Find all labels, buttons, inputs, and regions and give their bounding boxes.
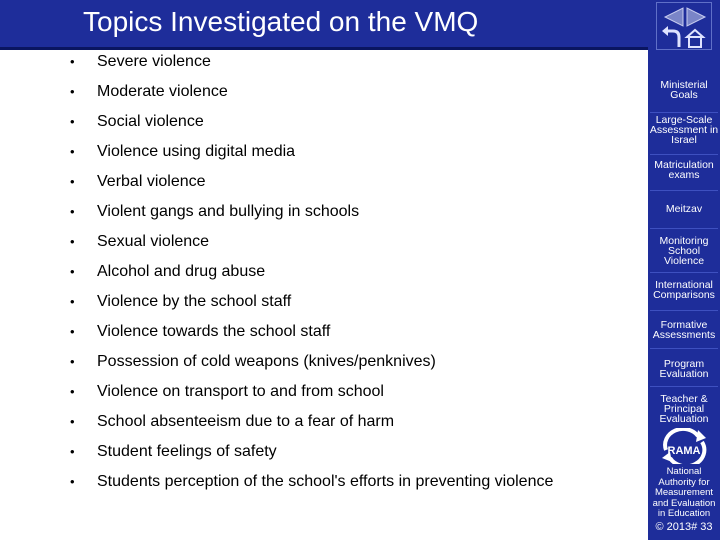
topic-text: Violence using digital media bbox=[97, 143, 296, 160]
list-item: • Students perception of the school's efforts in preventing violence bbox=[70, 473, 554, 490]
sidebar-item-ministerial-goals[interactable]: Ministerial Goals bbox=[660, 79, 708, 101]
sidebar-item-monitoring-school-violence[interactable]: Monitoring School Violence bbox=[659, 235, 709, 267]
sidebar-divider bbox=[650, 190, 718, 191]
topic-text: Severe violence bbox=[97, 53, 211, 70]
list-item: • Violence on transport to and from school bbox=[70, 383, 384, 400]
sidebar-item-formative-assessments[interactable]: Formative Assessments bbox=[652, 319, 716, 341]
home-icon[interactable] bbox=[687, 30, 703, 47]
prev-arrow-icon[interactable] bbox=[665, 8, 683, 26]
list-item: • Violence towards the school staff bbox=[70, 323, 331, 340]
rama-logo-text: RAMA bbox=[667, 445, 701, 457]
topic-list bbox=[70, 52, 610, 491]
authority-caption: National Authority for Measurement and Evaluation in Education bbox=[652, 466, 716, 520]
list-item: • Student feelings of safety bbox=[70, 443, 277, 460]
nav-controls bbox=[656, 2, 712, 50]
sidebar-divider bbox=[650, 348, 718, 349]
topic-text: Student feelings of safety bbox=[97, 443, 277, 460]
topic-text: Violence by the school staff bbox=[97, 293, 292, 310]
sidebar-divider bbox=[650, 386, 718, 387]
topic-text: Violence towards the school staff bbox=[97, 323, 331, 340]
slide-number: © 2013# 33 bbox=[655, 521, 713, 533]
topic-text: Verbal violence bbox=[97, 173, 206, 190]
header-divider bbox=[0, 47, 648, 50]
page-title: Topics Investigated on the VMQ bbox=[83, 6, 479, 37]
topic-text: Social violence bbox=[97, 113, 204, 130]
list-item: • Violent gangs and bullying in schools bbox=[70, 203, 360, 220]
return-icon[interactable] bbox=[662, 26, 679, 47]
topic-text: Moderate violence bbox=[97, 83, 228, 100]
sidebar-item-matriculation-exams[interactable]: Matriculation exams bbox=[654, 159, 714, 181]
list-item: • Severe violence bbox=[70, 53, 211, 70]
topic-text: Possession of cold weapons (knives/penknives) bbox=[97, 353, 436, 370]
sidebar-item-program-evaluation[interactable]: Program Evaluation bbox=[659, 358, 709, 380]
sidebar-divider bbox=[650, 272, 718, 273]
sidebar-item-large-scale-assessment[interactable]: Large-Scale Assessment in Israel bbox=[649, 114, 719, 146]
topic-text: Violent gangs and bullying in schools bbox=[97, 203, 360, 220]
topic-text: Sexual violence bbox=[97, 233, 210, 250]
topic-text: Students perception of the school's efforts in preventing violence bbox=[97, 473, 554, 490]
slide-header bbox=[0, 0, 648, 50]
sidebar-item-international-comparisons[interactable]: International Comparisons bbox=[653, 279, 715, 301]
list-item: • Sexual violence bbox=[70, 233, 210, 250]
next-arrow-icon[interactable] bbox=[687, 8, 705, 26]
list-item: • Violence using digital media bbox=[70, 143, 296, 160]
sidebar-divider bbox=[650, 154, 718, 155]
sidebar-item-teacher-principal-evaluation[interactable]: Teacher & Principal Evaluation bbox=[659, 393, 709, 425]
topic-text: School absenteeism due to a fear of harm bbox=[97, 413, 395, 430]
list-item: • School absenteeism due to a fear of harm bbox=[70, 413, 395, 430]
sidebar-divider bbox=[650, 228, 718, 229]
list-item: • Possession of cold weapons (knives/penknives) bbox=[70, 353, 436, 370]
sidebar-divider bbox=[650, 310, 718, 311]
sidebar-item-meitzav[interactable]: Meitzav bbox=[665, 203, 703, 215]
list-item: • Alcohol and drug abuse bbox=[70, 263, 266, 280]
sidebar-divider bbox=[650, 112, 718, 113]
sidebar bbox=[648, 0, 720, 540]
list-item: • Social violence bbox=[70, 113, 204, 130]
topic-text: Violence on transport to and from school bbox=[97, 383, 384, 400]
list-item: • Moderate violence bbox=[70, 83, 228, 100]
topic-text: Alcohol and drug abuse bbox=[97, 263, 266, 280]
list-item: • Verbal violence bbox=[70, 173, 206, 190]
list-item: • Violence by the school staff bbox=[70, 293, 292, 310]
